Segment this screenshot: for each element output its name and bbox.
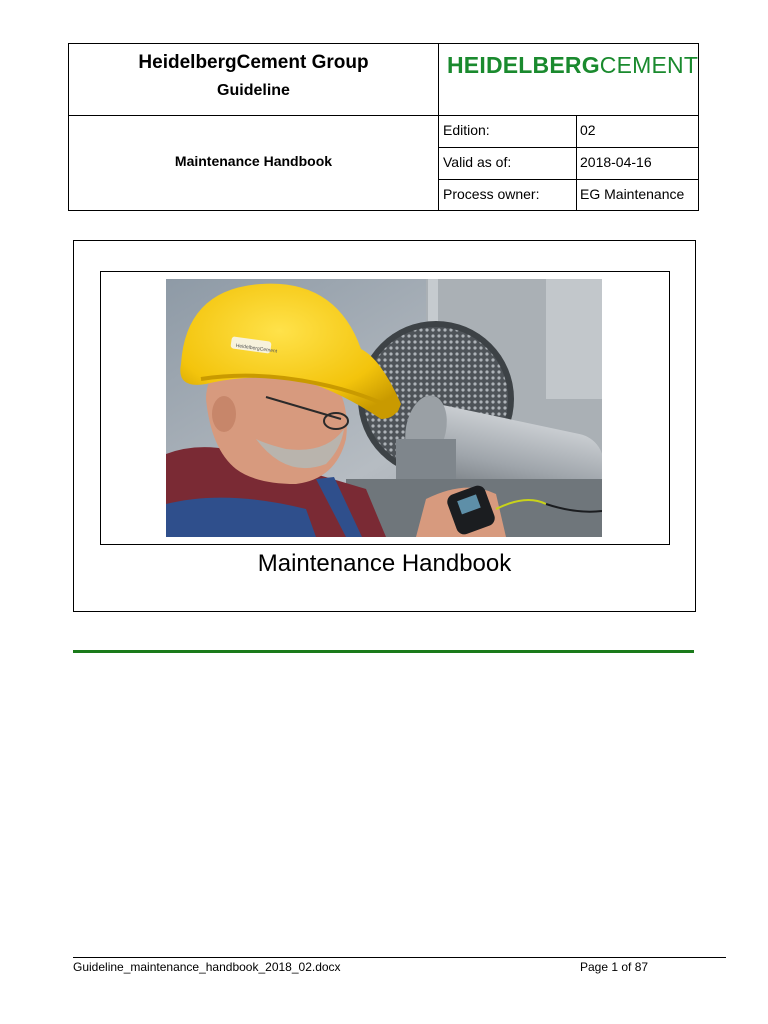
group-name: HeidelbergCement Group xyxy=(138,52,369,73)
meta-row-edition xyxy=(439,116,698,148)
meta-value: 2018-04-16 xyxy=(580,154,652,170)
logo-part-bold: HEIDELBERG xyxy=(447,52,600,78)
meta-value: EG Maintenance xyxy=(580,186,685,202)
cover-photo-worker-with-helmet xyxy=(166,279,602,537)
footer-page-number: Page 1 of 87 xyxy=(580,960,649,974)
meta-row-process-owner xyxy=(439,180,698,210)
meta-row-valid-as-of xyxy=(439,148,698,180)
meta-label: Process owner: xyxy=(439,180,577,210)
header-document-title: Maintenance Handbook xyxy=(174,153,333,169)
document-header-table xyxy=(68,43,699,211)
green-divider xyxy=(73,650,694,653)
cover-title: Maintenance Handbook xyxy=(257,550,512,577)
heidelbergcement-logo xyxy=(447,52,698,79)
meta-value: 02 xyxy=(580,122,596,138)
meta-label: Edition: xyxy=(439,116,577,147)
meta-label: Valid as of: xyxy=(439,148,577,179)
footer-filename: Guideline_maintenance_handbook_2018_02.docx xyxy=(73,960,341,974)
logo-cell xyxy=(439,44,698,116)
footer-divider xyxy=(73,957,726,958)
document-type: Guideline xyxy=(217,82,290,99)
logo-part-regular: CEMENT xyxy=(599,52,699,78)
header-title-cell xyxy=(69,44,439,116)
header-doc-title-cell xyxy=(69,116,439,210)
helmet-label: HeidelbergCement xyxy=(235,342,278,355)
